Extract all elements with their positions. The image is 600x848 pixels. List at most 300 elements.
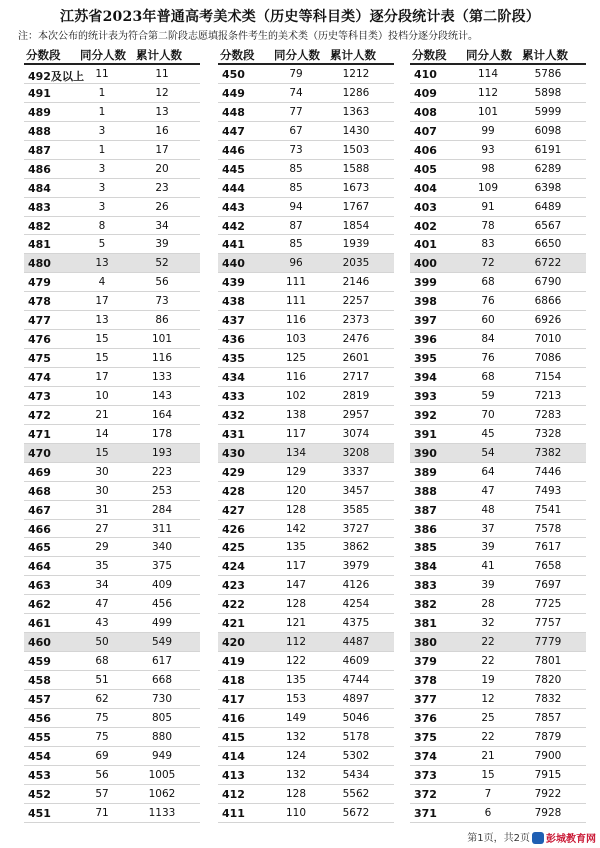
same-count-cell: 4 — [98, 276, 106, 289]
score-cell: 405 — [414, 162, 437, 176]
same-count-cell: 17 — [95, 295, 109, 308]
same-count-cell: 117 — [285, 560, 307, 573]
same-count-cell: 59 — [481, 389, 495, 402]
table-row — [24, 482, 200, 501]
table-row — [410, 766, 586, 785]
cumulative-cell: 4744 — [342, 674, 370, 686]
page-number: 第1页，共2页 — [467, 833, 530, 844]
cumulative-cell: 7382 — [534, 446, 562, 459]
score-cell: 460 — [28, 636, 51, 650]
cumulative-cell: 12 — [155, 86, 169, 99]
same-count-cell: 30 — [95, 465, 109, 478]
same-count-cell: 15 — [95, 333, 109, 346]
score-cell: 464 — [28, 560, 51, 574]
cumulative-cell: 6398 — [534, 181, 562, 194]
table-row — [24, 103, 200, 122]
table-row — [218, 633, 394, 652]
score-cell: 446 — [222, 143, 245, 157]
same-count-cell: 1 — [98, 105, 106, 118]
score-cell: 478 — [28, 295, 51, 309]
score-cell: 387 — [414, 503, 437, 517]
score-cell: 399 — [414, 276, 437, 290]
same-count-cell: 96 — [289, 257, 303, 270]
table-row — [24, 254, 200, 273]
table-row — [218, 179, 394, 198]
table-row — [218, 217, 394, 236]
table-row — [218, 671, 394, 690]
header-score: 分数段 — [412, 48, 447, 62]
score-cell: 398 — [414, 295, 437, 309]
same-count-cell: 93 — [481, 143, 495, 156]
same-count-cell: 112 — [285, 636, 307, 649]
same-count-cell: 8 — [98, 219, 106, 232]
cumulative-cell: 4609 — [342, 655, 370, 668]
score-cell: 444 — [222, 181, 245, 195]
cumulative-cell: 311 — [151, 522, 173, 535]
cumulative-cell: 13 — [155, 105, 169, 118]
column-header — [410, 47, 586, 61]
cumulative-cell: 20 — [155, 162, 169, 175]
same-count-cell: 22 — [481, 636, 495, 649]
table-row — [24, 785, 200, 804]
cumulative-cell: 4254 — [342, 598, 370, 611]
same-count-cell: 21 — [95, 408, 109, 421]
table-row — [410, 595, 586, 614]
site-watermark[interactable] — [532, 830, 596, 845]
cumulative-cell: 5178 — [342, 730, 370, 743]
same-count-cell: 85 — [289, 238, 303, 251]
score-cell: 463 — [28, 579, 51, 593]
column-header — [24, 47, 200, 61]
cumulative-cell: 2717 — [342, 371, 370, 383]
table-row — [410, 103, 586, 122]
table-row — [218, 406, 394, 425]
table-row — [24, 217, 200, 236]
table-row — [410, 311, 586, 330]
same-count-cell: 22 — [481, 655, 495, 668]
header-same-count: 同分人数 — [80, 48, 126, 62]
score-cell: 396 — [414, 333, 437, 347]
same-count-cell: 94 — [289, 200, 303, 213]
cumulative-cell: 880 — [151, 730, 173, 743]
same-count-cell: 128 — [285, 787, 307, 800]
table-row — [218, 349, 394, 368]
score-cell: 371 — [414, 806, 437, 820]
score-cell: 425 — [222, 541, 245, 555]
table-row — [218, 292, 394, 311]
score-cell: 390 — [414, 446, 437, 460]
table-row — [410, 235, 586, 254]
score-cell: 430 — [222, 446, 245, 460]
score-cell: 416 — [222, 711, 245, 725]
score-cell: 429 — [222, 465, 245, 479]
same-count-cell: 60 — [481, 314, 495, 327]
cumulative-cell: 1503 — [342, 143, 370, 156]
table-row — [410, 65, 586, 84]
cumulative-cell: 143 — [151, 389, 173, 402]
cumulative-cell: 6926 — [534, 314, 562, 327]
table-row — [218, 425, 394, 444]
cumulative-cell: 116 — [151, 352, 173, 365]
cumulative-cell: 52 — [155, 257, 169, 270]
same-count-cell: 111 — [285, 295, 307, 308]
cumulative-cell: 7915 — [534, 768, 562, 781]
cumulative-cell: 6790 — [534, 276, 562, 289]
table-row — [218, 235, 394, 254]
table-row — [24, 576, 200, 595]
cumulative-cell: 1212 — [342, 68, 370, 80]
score-cell: 400 — [414, 257, 437, 271]
cumulative-cell: 1767 — [342, 200, 370, 213]
cumulative-cell: 4126 — [342, 579, 370, 592]
same-count-cell: 54 — [481, 446, 495, 459]
header-cumulative: 累计人数 — [136, 48, 182, 62]
same-count-cell: 47 — [95, 598, 109, 611]
cumulative-cell: 7541 — [534, 503, 562, 516]
table-row — [218, 463, 394, 482]
cumulative-cell: 3727 — [342, 522, 370, 535]
header-cumulative: 累计人数 — [522, 48, 568, 62]
score-cell: 420 — [222, 636, 245, 650]
same-count-cell: 15 — [95, 352, 109, 365]
cumulative-cell: 164 — [151, 408, 173, 421]
table-row — [410, 614, 586, 633]
cumulative-cell: 456 — [151, 598, 173, 611]
score-cell: 433 — [222, 389, 245, 403]
table-row — [410, 557, 586, 576]
same-count-cell: 75 — [95, 730, 109, 743]
score-cell: 424 — [222, 560, 245, 574]
same-count-cell: 116 — [285, 371, 307, 383]
cumulative-cell: 56 — [155, 276, 169, 289]
table-row — [24, 235, 200, 254]
header-same-count: 同分人数 — [466, 48, 512, 62]
cumulative-cell: 7779 — [534, 636, 562, 649]
cumulative-cell: 2146 — [342, 276, 370, 289]
table-row — [218, 444, 394, 463]
score-cell: 447 — [222, 124, 245, 138]
same-count-cell: 116 — [285, 314, 307, 327]
table-row — [218, 690, 394, 709]
same-count-cell: 117 — [285, 427, 307, 440]
cumulative-cell: 7010 — [534, 333, 562, 346]
table-row — [218, 368, 394, 387]
cumulative-cell: 16 — [155, 124, 169, 137]
score-cell: 414 — [222, 749, 245, 763]
score-cell: 470 — [28, 446, 51, 460]
cumulative-cell: 7154 — [534, 371, 562, 383]
cumulative-cell: 3208 — [342, 446, 370, 459]
table-row — [410, 84, 586, 103]
cumulative-cell: 7879 — [534, 730, 562, 743]
same-count-cell: 135 — [285, 674, 307, 686]
score-cell: 482 — [28, 219, 51, 233]
same-count-cell: 78 — [481, 219, 495, 232]
cumulative-cell: 7283 — [534, 408, 562, 421]
watermark-label: 彭城教育网 — [546, 834, 596, 845]
table-row — [410, 179, 586, 198]
same-count-cell: 91 — [481, 200, 495, 213]
same-count-cell: 17 — [95, 371, 109, 383]
score-cell: 409 — [414, 86, 437, 100]
cumulative-cell: 2257 — [342, 295, 370, 308]
cumulative-cell: 7617 — [534, 541, 562, 554]
same-count-cell: 14 — [95, 427, 109, 440]
table-row — [410, 198, 586, 217]
score-cell: 434 — [222, 371, 245, 384]
table-row — [410, 273, 586, 292]
table-row — [24, 330, 200, 349]
same-count-cell: 43 — [95, 617, 109, 630]
cumulative-cell: 223 — [151, 465, 173, 478]
score-cell: 439 — [222, 276, 245, 290]
table-row — [410, 633, 586, 652]
cumulative-cell: 1673 — [342, 181, 370, 194]
same-count-cell: 7 — [484, 787, 492, 800]
table-row — [410, 406, 586, 425]
same-count-cell: 76 — [481, 352, 495, 365]
table-row — [410, 463, 586, 482]
table-row — [218, 141, 394, 160]
score-cell: 388 — [414, 484, 437, 498]
score-cell: 385 — [414, 541, 437, 555]
score-cell: 404 — [414, 181, 437, 195]
same-count-cell: 73 — [289, 143, 303, 156]
same-count-cell: 39 — [481, 541, 495, 554]
same-count-cell: 112 — [477, 86, 499, 99]
score-cell: 465 — [28, 541, 51, 555]
table-row — [218, 785, 394, 804]
score-cell: 435 — [222, 352, 245, 366]
logo-icon — [532, 832, 544, 844]
score-cell: 373 — [414, 768, 437, 782]
score-cell: 415 — [222, 730, 245, 744]
score-cell: 410 — [414, 68, 437, 81]
same-count-cell: 111 — [285, 276, 307, 289]
same-count-cell: 153 — [285, 692, 307, 705]
cumulative-cell: 7928 — [534, 806, 562, 819]
score-cell: 442 — [222, 219, 245, 233]
score-cell: 389 — [414, 465, 437, 479]
table-row — [24, 141, 200, 160]
same-count-cell: 87 — [289, 219, 303, 232]
score-cell: 428 — [222, 484, 245, 498]
same-count-cell: 128 — [285, 598, 307, 611]
same-count-cell: 27 — [95, 522, 109, 535]
score-cell: 483 — [28, 200, 51, 214]
cumulative-cell: 23 — [155, 181, 169, 194]
table-row — [24, 690, 200, 709]
same-count-cell: 5 — [98, 238, 106, 251]
table-row — [410, 709, 586, 728]
table-row — [218, 557, 394, 576]
cumulative-cell: 3074 — [342, 427, 370, 440]
same-count-cell: 56 — [95, 768, 109, 781]
cumulative-cell: 6722 — [534, 257, 562, 270]
same-count-cell: 132 — [285, 768, 307, 781]
cumulative-cell: 2957 — [342, 408, 370, 421]
table-row — [218, 652, 394, 671]
table-row — [218, 538, 394, 557]
table-row — [24, 387, 200, 406]
cumulative-cell: 133 — [151, 371, 173, 383]
cumulative-cell: 2601 — [342, 352, 370, 365]
table-row — [24, 84, 200, 103]
same-count-cell: 15 — [481, 768, 495, 781]
cumulative-cell: 2819 — [342, 389, 370, 402]
same-count-cell: 85 — [289, 181, 303, 194]
cumulative-cell: 617 — [151, 655, 173, 668]
score-cell: 393 — [414, 389, 437, 403]
score-cell: 431 — [222, 427, 245, 441]
table-row — [24, 160, 200, 179]
table-row — [410, 217, 586, 236]
score-cell: 454 — [28, 749, 51, 763]
table-row — [410, 292, 586, 311]
table-row — [218, 614, 394, 633]
same-count-cell: 37 — [481, 522, 495, 535]
table-row — [410, 501, 586, 520]
cumulative-cell: 668 — [151, 674, 173, 686]
same-count-cell: 84 — [481, 333, 495, 346]
same-count-cell: 128 — [285, 503, 307, 516]
cumulative-cell: 7697 — [534, 579, 562, 592]
same-count-cell: 68 — [481, 276, 495, 289]
same-count-cell: 1 — [98, 143, 106, 156]
score-cell: 473 — [28, 389, 51, 403]
score-cell: 475 — [28, 352, 51, 366]
table-row — [24, 501, 200, 520]
table-row — [24, 198, 200, 217]
cumulative-cell: 11 — [155, 68, 169, 80]
table-row — [410, 141, 586, 160]
score-cell: 374 — [414, 749, 437, 763]
same-count-cell: 3 — [98, 162, 106, 175]
cumulative-cell: 6567 — [534, 219, 562, 232]
table-row — [24, 614, 200, 633]
same-count-cell: 132 — [285, 730, 307, 743]
table-row — [410, 330, 586, 349]
cumulative-cell: 5786 — [534, 68, 562, 80]
cumulative-cell: 2035 — [342, 257, 370, 270]
score-cell: 440 — [222, 257, 245, 271]
table-row — [410, 520, 586, 539]
cumulative-cell: 193 — [151, 446, 173, 459]
cumulative-cell: 6866 — [534, 295, 562, 308]
table-row — [410, 728, 586, 747]
table-row — [24, 520, 200, 539]
cumulative-cell: 5999 — [534, 105, 562, 118]
same-count-cell: 101 — [477, 105, 499, 118]
score-cell: 491 — [28, 86, 51, 100]
same-count-cell: 3 — [98, 181, 106, 194]
cumulative-cell: 340 — [151, 541, 173, 554]
same-count-cell: 48 — [481, 503, 495, 516]
same-count-cell: 13 — [95, 314, 109, 327]
same-count-cell: 29 — [95, 541, 109, 554]
score-cell: 372 — [414, 787, 437, 801]
score-cell: 426 — [222, 522, 245, 536]
score-cell: 481 — [28, 238, 51, 252]
same-count-cell: 69 — [95, 749, 109, 762]
score-cell: 450 — [222, 68, 245, 81]
table-rows — [410, 65, 586, 823]
score-cell: 487 — [28, 143, 51, 157]
table-row — [24, 311, 200, 330]
table-row — [410, 368, 586, 387]
table-row — [218, 709, 394, 728]
cumulative-cell: 5898 — [534, 86, 562, 99]
table-row — [218, 84, 394, 103]
header-same-count: 同分人数 — [274, 48, 320, 62]
same-count-cell: 149 — [285, 711, 307, 724]
same-count-cell: 6 — [484, 806, 492, 819]
cumulative-cell: 2476 — [342, 333, 370, 346]
cumulative-cell: 3337 — [342, 465, 370, 478]
table-row — [410, 444, 586, 463]
same-count-cell: 13 — [95, 257, 109, 270]
same-count-cell: 39 — [481, 579, 495, 592]
table-row — [24, 179, 200, 198]
cumulative-cell: 499 — [151, 617, 173, 630]
cumulative-cell: 7900 — [534, 749, 562, 762]
table-row — [24, 633, 200, 652]
score-cell: 386 — [414, 522, 437, 536]
same-count-cell: 71 — [95, 806, 109, 819]
score-cell: 418 — [222, 674, 245, 687]
cumulative-cell: 3585 — [342, 503, 370, 516]
score-cell: 484 — [28, 181, 51, 195]
cumulative-cell: 284 — [151, 503, 173, 516]
cumulative-cell: 101 — [151, 333, 173, 346]
same-count-cell: 103 — [285, 333, 307, 346]
same-count-cell: 34 — [95, 579, 109, 592]
score-cell: 381 — [414, 617, 437, 631]
table-row — [24, 766, 200, 785]
score-cell: 401 — [414, 238, 437, 252]
table-row — [410, 747, 586, 766]
score-cell: 432 — [222, 408, 245, 422]
score-cell: 456 — [28, 711, 51, 725]
cumulative-cell: 7086 — [534, 352, 562, 365]
cumulative-cell: 7328 — [534, 427, 562, 440]
table-row — [410, 538, 586, 557]
same-count-cell: 68 — [95, 655, 109, 668]
score-cell: 391 — [414, 427, 437, 441]
column-header — [218, 47, 394, 61]
cumulative-cell: 5302 — [342, 749, 370, 762]
score-cell: 423 — [222, 579, 245, 593]
same-count-cell: 76 — [481, 295, 495, 308]
score-cell: 378 — [414, 674, 437, 687]
same-count-cell: 32 — [481, 617, 495, 630]
cumulative-cell: 7493 — [534, 484, 562, 497]
cumulative-cell: 3979 — [342, 560, 370, 573]
same-count-cell: 62 — [95, 692, 109, 705]
header-score: 分数段 — [220, 48, 255, 62]
same-count-cell: 125 — [285, 352, 307, 365]
score-cell: 413 — [222, 768, 245, 782]
score-cell: 474 — [28, 371, 51, 384]
score-cell: 488 — [28, 124, 51, 138]
cumulative-cell: 409 — [151, 579, 173, 592]
same-count-cell: 41 — [481, 560, 495, 573]
score-cell: 480 — [28, 257, 51, 271]
score-cell: 455 — [28, 730, 51, 744]
same-count-cell: 134 — [285, 446, 307, 459]
table-row — [218, 311, 394, 330]
same-count-cell: 1 — [98, 86, 106, 99]
